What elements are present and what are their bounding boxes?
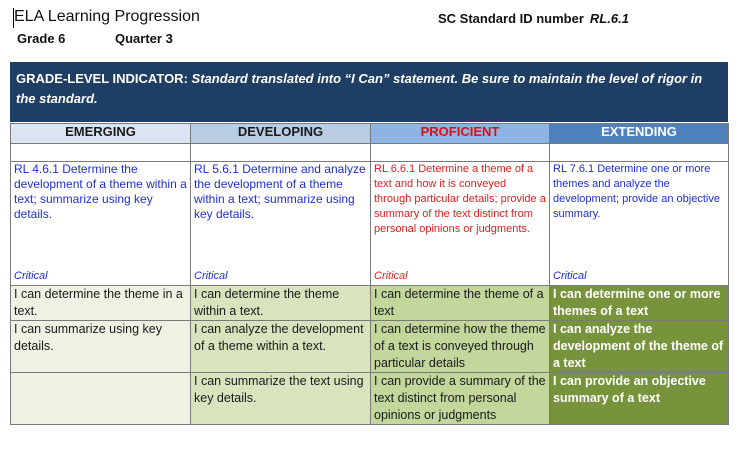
progression-table [10,123,729,425]
critical-label: Critical [194,270,228,282]
standard-text: RL 6.6.1 Determine a theme of a text and how it is conveyed through particular details; provide a summary of the text distinct from personal opinions or judgments. [374,163,546,235]
i-can-cell-extending: I can determine one or more themes of a text [550,286,729,321]
i-can-cell-proficient: I can determine how the theme of a text is conveyed through particular details [371,321,550,373]
spacer-cell [11,144,191,162]
i-can-cell-proficient: I can determine the theme of a text [371,286,550,321]
column-header-row [11,124,729,144]
standard-id-value: RL.6.1 [589,11,629,26]
spacer-cell [371,144,550,162]
i-can-cell-developing: I can determine the theme within a text. [191,286,371,321]
i-can-cell-emerging [11,373,191,425]
grade-label: Grade 6 [17,31,66,46]
standard-text: RL 5.6.1 Determine and analyze the development of a theme within a text; summarize using key details. [194,162,366,221]
column-header-emerging: EMERGING [11,124,191,144]
document-header [0,0,740,60]
standard-id [438,11,629,26]
i-can-cell-extending: I can provide an objective summary of a text [550,373,729,425]
i-can-row [11,286,729,321]
standards-row [11,162,729,286]
standard-cell-emerging [11,162,191,286]
i-can-cell-extending: I can analyze the development of the theme of a text [550,321,729,373]
i-can-row [11,373,729,425]
i-can-cell-developing: I can summarize the text using key details. [191,373,371,425]
banner-lead: GRADE-LEVEL INDICATOR: [16,71,188,86]
standard-id-label: SC Standard ID number [438,11,584,26]
critical-label: Critical [553,270,587,282]
column-header-developing: DEVELOPING [191,124,371,144]
spacer-cell [191,144,371,162]
i-can-cell-emerging: I can determine the theme in a text. [11,286,191,321]
spacer-row [11,144,729,162]
column-header-extending: EXTENDING [550,124,729,144]
page-title: ELA Learning Progression [14,8,200,25]
i-can-cell-proficient: I can provide a summary of the text distinct from personal opinions or judgments [371,373,550,425]
critical-label: Critical [14,270,48,282]
standard-text: RL 4.6.1 Determine the development of a theme within a text; summarize using key details. [14,162,187,221]
i-can-row [11,321,729,373]
critical-label: Critical [374,270,408,282]
quarter-label: Quarter 3 [115,31,173,46]
standard-text: RL 7.6.1 Determine one or more themes and analyze the development; provide an objective summary. [553,163,720,220]
column-header-proficient: PROFICIENT [371,124,550,144]
banner-text: Standard translated into “I Can” statement. Be sure to maintain the level of rigor in the standard. [16,71,703,106]
i-can-cell-emerging: I can summarize using key details. [11,321,191,373]
i-can-cell-developing: I can analyze the development of a theme within a text. [191,321,371,373]
spacer-cell [550,144,729,162]
standard-cell-proficient [371,162,550,286]
grade-level-indicator-banner [10,62,728,122]
standard-cell-developing [191,162,371,286]
standard-cell-extending [550,162,729,286]
